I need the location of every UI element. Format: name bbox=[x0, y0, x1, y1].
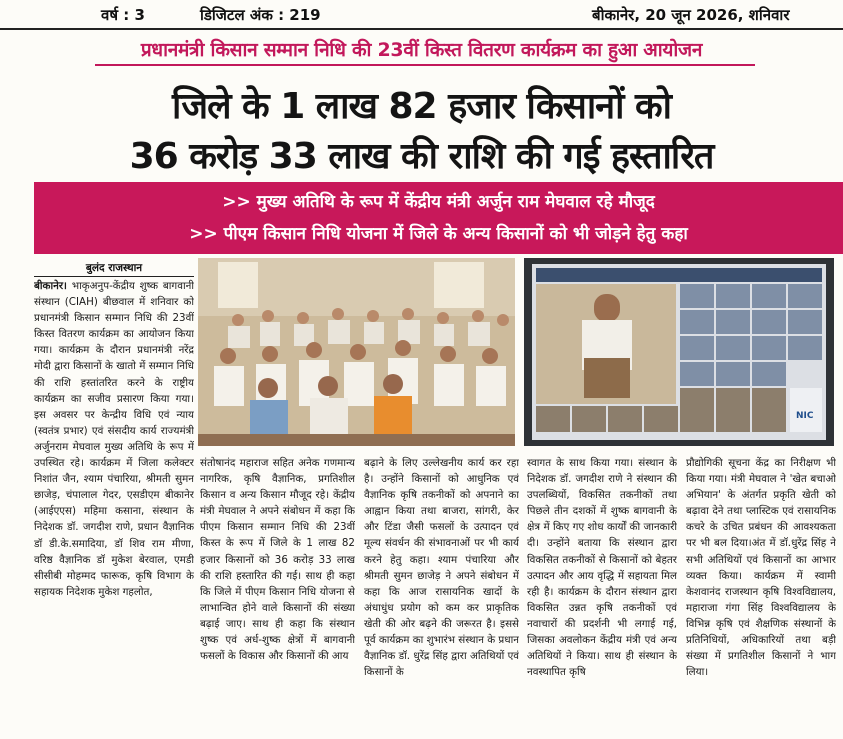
article-column-3: बढ़ाने के लिए उल्लेखनीय कार्य कर रहा है। उन्होंने किसानों को आधुनिक एवं वैज्ञानिक कृषि तकनीकों को अपनाने का आह्वान किया तथा बाजरा, सांगरी, केर और टिंडा जैसी फसलों के उत्पादन एवं मूल्य संवर्धन की संभावनाओं पर भी कार्य करने हेतु कहा। श्याम पंचारिया और श्रीमती सुमन छाजेड़ ने अपने संबोधन में कहा कि आज रासायनिक खादों के अंधाधुंध प्रयोग को कम कर प्राकृतिक खेती की ओर बढ़ने की जरूरत है। इससे पूर्व कार्यक्रम का शुभारंभ संस्थान के प्रधान वैज्ञानिक डॉ. धुरेंद्र सिंह द्वारा अतिथियों एवं किसानों के bbox=[364, 457, 519, 679]
article-column-1 bbox=[34, 278, 194, 738]
article-column-5: प्रौद्योगिकी सूचना केंद्र का निरीक्षण भी किया गया। मंत्री मेघवाल ने 'खेत बचाओ अभियान' के अंतर्गत प्रकृति खेती को बढ़ावा देने तथा प्लास्टिक एवं रासायनिक कचरे के उचित प्रबंधन की आवश्यकता पर भी बल दिया।अंत में डॉ.धुरेंद्र सिंह ने सभी अतिथियों एवं किसानों का आभार व्यक्त किया। कार्यक्रम में स्वामी केशवानंद राजस्थान कृषि विश्वविद्यालय, महाराजा गंगा सिंह विश्वविद्यालय के विभिन्न कृषि एवं शैक्षणिक संस्थानों के प्रतिनिधियों, अधिकारियों तथा बड़ी संख्या में प्रगतिशील किसानों ने भाग लिया। bbox=[686, 457, 836, 679]
dateline: बीकानेर, 20 जून 2026, शनिवार bbox=[592, 6, 790, 24]
headline-line-2: 36 करोड़ 33 लाख की राशि की गई हस्तारित bbox=[129, 136, 714, 177]
masthead bbox=[0, 0, 843, 30]
article-column-2: संतोषानंद महाराज सहित अनेक गणमान्य नागरिक, कृषि वैज्ञानिक, प्रगतिशील किसान व अन्य किसान मौजूद रहे। केंद्रीय मंत्री मेघवाल ने अपने संबोधन में कहा कि पीएम किसान सम्मान निधि की 23वीं किस्त के रूप में जिले के 1 लाख 82 हजार किसानों को 36 करोड़ 33 लाख की राशि हस्तारित की गई। साथ ही कहा कि जिले में पीएम किसान निधि योजना से लाभान्वित होने वाले किसानों की संख्या बढ़ाई जाए। साथ ही कहा कि संस्थान शुष्क एवं अर्ध-शुष्क क्षेत्रों में बागवानी फसलों के विकास और किसानों की आय bbox=[200, 457, 355, 663]
event-photo-audience bbox=[198, 258, 515, 446]
volume-label: वर्ष : 3 bbox=[101, 6, 145, 24]
article-dateline: बीकानेर। bbox=[34, 280, 67, 292]
kicker-underline bbox=[95, 64, 755, 66]
kicker-headline: प्रधानमंत्री किसान सम्मान निधि की 23वीं किस्त वितरण कार्यक्रम का हुआ आयोजन bbox=[140, 39, 703, 61]
issue-label: डिजिटल अंक : 219 bbox=[200, 6, 321, 24]
highlight-1: >> मुख्य अतिथि के रूप में केंद्रीय मंत्री अर्जुन राम मेघवाल रहे मौजूद bbox=[222, 192, 655, 212]
article-column-4: स्वागत के साथ किया गया। संस्थान के निदेशक डॉ. जगदीश राणे ने संस्थान की उपलब्धियों, विकसित तकनीकों तथा पिछले तीन दशकों में शुष्क बागवानी के क्षेत्र में किए गए शोध कार्यों की जानकारी दी। उन्होंने बताया कि संस्थान द्वारा विकसित तकनीकों से किसानों को बेहतर उत्पादन और आय वृद्धि में सहायता मिल रही है। कार्यक्रम के दौरान संस्थान द्वारा विकसित उन्नत कृषि तकनीकों एवं नवाचारों की प्रदर्शनी भी लगाई गई, जिसका अवलोकन केंद्रीय मंत्री एवं अन्य अतिथियों ने किया। साथ ही संस्थान के नवस्थापित कृषि bbox=[527, 457, 677, 679]
nic-logo: NIC bbox=[796, 411, 814, 421]
article-column-1-text: भाकृअनुप-केंद्रीय शुष्क बागवानी संस्थान (CIAH) बीछवाल में शनिवार को प्रधानमंत्री किसान सम्मान निधि की 23वीं किस्त वितरण कार्यक्रम का आयोजन किया गया। कार्यक्रम के दौरान प्रधानमंत्री नरेंद्र मोदी द्वारा किसानों के खातो में सम्मान निधि की राशि हस्तांतरित करने के राष्ट्रीय कार्यक्रम का सजीव प्रसारण किया गया। इस अवसर पर केन्द्रीय विधि एवं न्याय (स्वतंत्र प्रभार) एवं संसदीय कार्य राज्यमंत्री अर्जुनराम मेघवाल मुख्य अतिथि के रूप में उपस्थित रहे। कार्यक्रम में जिला कलेक्टर निशांत जैन, श्याम पंचारिया, श्रीमती सुमन छाजेड़, चंपालाल गेदर, एसडीएम बीकानेर (आईएएस) महिमा कसाना, संस्थान के निदेशक डॉ. जगदीश राणे, प्रधान वैज्ञानिक डॉ डी.के.समादिया, डॉ शिव राम मीणा, वरिष्ठ वैज्ञानिक डॉ मुकेश बेरवाल, एमडी सीसीबी मोहम्मद फारूक, कृषि विभाग के सहायक निदेशक मुकेश गहलोत, bbox=[34, 280, 194, 598]
headline-line-1: जिले के 1 लाख 82 हजार किसानों को bbox=[172, 86, 671, 127]
highlights-band bbox=[34, 182, 843, 254]
byline: बुलंद राजस्थान bbox=[34, 261, 194, 277]
highlight-2: >> पीएम किसान निधि योजना में जिले के अन्य किसानों को भी जोड़ने हेतु कहा bbox=[189, 224, 688, 244]
event-photo-screen bbox=[524, 258, 834, 446]
